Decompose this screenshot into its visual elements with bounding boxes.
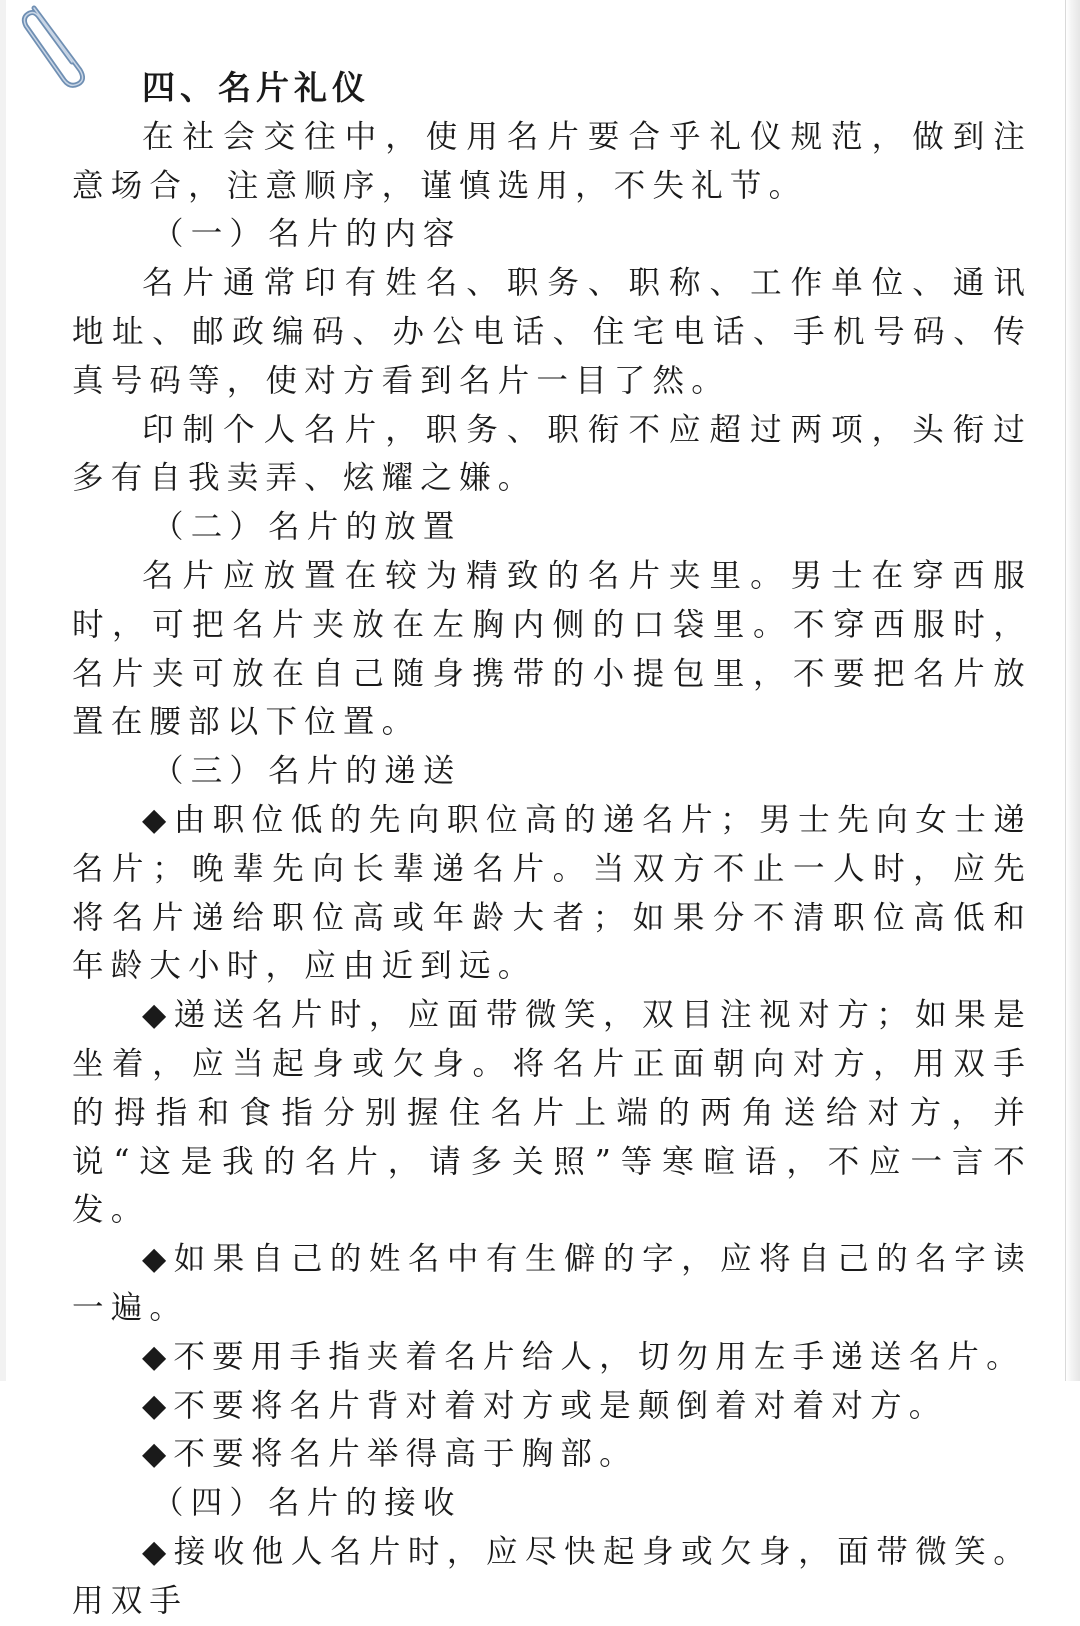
delivery-bullet-4: ◆不要用手指夹着名片给人，切勿用左手递送名片。 — [142, 1338, 1025, 1375]
subsection-title-receiving: （四）名片的接收 — [152, 1485, 462, 1522]
delivery-bullet-5: ◆不要将名片背对着对方或是颠倒着对着对方。 — [142, 1387, 948, 1424]
page-left-edge — [0, 0, 6, 1381]
document-body — [72, 64, 1032, 1626]
intro-paragraph: 在社会交往中，使用名片要合乎礼仪规范，做到注意场合，注意顺序，谨慎选用，不失礼节。 — [72, 118, 1032, 204]
placement-paragraph: 名片应放置在较为精致的名片夹里。男士在穿西服时，可把名片夹放在左胸内侧的口袋里。不穿西服时，名片夹可放在自己随身携带的小提包里，不要把名片放置在腰部以下位置。 — [72, 557, 1032, 741]
content-paragraph-1: 名片通常印有姓名、职务、职称、工作单位、通讯地址、邮政编码、办公电话、住宅电话、手机号码、传真号码等，使对方看到名片一目了然。 — [72, 265, 1032, 399]
delivery-bullet-3: ◆如果自己的姓名中有生僻的字，应将自己的名字读一遍。 — [72, 1241, 1032, 1326]
subsection-title-placement: （二）名片的放置 — [152, 509, 462, 546]
receiving-bullet-1: ◆接收他人名片时，应尽快起身或欠身，面带微笑。用双手 — [72, 1533, 1032, 1619]
section-heading: 四、名片礼仪 — [142, 68, 370, 107]
subsection-title-delivery: （三）名片的递送 — [152, 753, 462, 790]
subsection-title-content: （一）名片的内容 — [152, 216, 462, 253]
page-right-edge — [1065, 0, 1080, 1381]
delivery-bullet-2: ◆递送名片时，应面带微笑，双目注视对方；如果是坐着，应当起身或欠身。将名片正面朝向对方，用双手的拇指和食指分别握住名片上端的两角送给对方，并说“这是我的名片，请多关照”等寒暄语，不应一言不发。 — [72, 997, 1032, 1229]
delivery-bullet-6: ◆不要将名片举得高于胸部。 — [142, 1436, 638, 1473]
delivery-bullet-1: ◆由职位低的先向职位高的递名片；男士先向女士递名片；晚辈先向长辈递名片。当双方不止一人时，应先将名片递给职位高或年龄大者；如果分不清职位高低和年龄大小时，应由近到远。 — [72, 801, 1032, 985]
content-paragraph-2: 印制个人名片，职务、职衔不应超过两项，头衔过多有自我卖弄、炫耀之嫌。 — [72, 411, 1032, 497]
